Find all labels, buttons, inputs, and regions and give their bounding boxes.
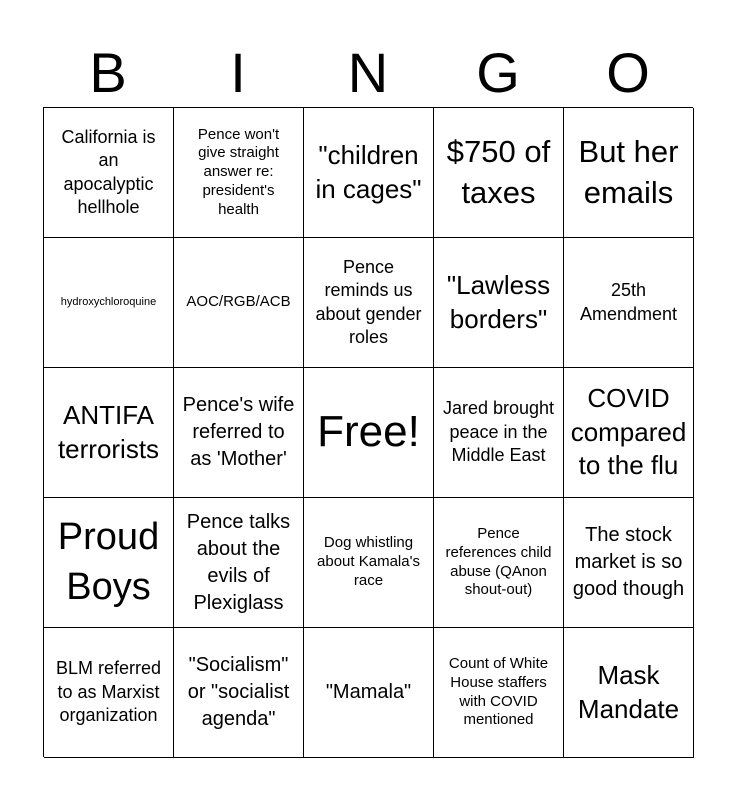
cell-text: "Mamala" bbox=[325, 681, 412, 703]
bingo-cell[interactable] bbox=[434, 498, 564, 628]
cell-text: Dog whistling about Kamala's race bbox=[317, 534, 420, 589]
cell-text: $750 of taxes bbox=[446, 134, 551, 210]
cell-text: Pence won't give straight answer re: president's health bbox=[197, 125, 280, 218]
bingo-cell[interactable] bbox=[304, 498, 434, 628]
bingo-cell[interactable] bbox=[174, 108, 304, 238]
cell-text: Pence's wife referred to as 'Mother' bbox=[182, 394, 295, 470]
bingo-cell[interactable] bbox=[434, 368, 564, 498]
bingo-cell[interactable] bbox=[564, 628, 694, 758]
cell-text: Pence reminds us about gender roles bbox=[315, 256, 422, 347]
bingo-card-grid bbox=[43, 107, 693, 757]
bingo-cell[interactable] bbox=[44, 628, 174, 758]
bingo-cell[interactable] bbox=[434, 238, 564, 368]
header-letter-g: G bbox=[476, 41, 520, 104]
cell-text: ANTIFA terrorists bbox=[57, 399, 160, 464]
cell-text: COVID compared to the flu bbox=[570, 382, 687, 481]
cell-text: hydroxychloroquine bbox=[60, 295, 157, 308]
bingo-cell[interactable] bbox=[174, 238, 304, 368]
cell-text: AOC/RGB/ACB bbox=[186, 293, 291, 311]
cell-text: Pence references child abuse (QAnon shout-out) bbox=[445, 525, 552, 599]
cell-text: 25th Amendment bbox=[579, 280, 678, 324]
bingo-cell[interactable] bbox=[174, 498, 304, 628]
free-space-text: Free! bbox=[317, 407, 420, 457]
cell-text: "children in cages" bbox=[315, 139, 422, 204]
cell-text: But her emails bbox=[578, 134, 679, 210]
cell-text: "Socialism" or "socialist agenda" bbox=[187, 654, 290, 730]
bingo-cell[interactable] bbox=[304, 108, 434, 238]
cell-text: "Lawless borders" bbox=[446, 269, 551, 334]
cell-text: Proud Boys bbox=[57, 516, 160, 608]
bingo-cell[interactable] bbox=[44, 108, 174, 238]
bingo-cell[interactable] bbox=[44, 498, 174, 628]
cell-text: Count of White House staffers with COVID mentioned bbox=[448, 655, 549, 729]
cell-text: Pence talks about the evils of Plexiglass bbox=[186, 510, 291, 614]
bingo-cell[interactable] bbox=[564, 108, 694, 238]
free-space[interactable] bbox=[304, 368, 434, 498]
bingo-cell[interactable] bbox=[434, 108, 564, 238]
header-letter-o: O bbox=[606, 41, 650, 104]
cell-text: Jared brought peace in the Middle East bbox=[442, 398, 555, 466]
bingo-cell[interactable] bbox=[44, 368, 174, 498]
bingo-cell[interactable] bbox=[304, 238, 434, 368]
header-letter-n: N bbox=[347, 41, 389, 104]
bingo-cell[interactable] bbox=[304, 628, 434, 758]
cell-text: California is an apocalyptic hellhole bbox=[61, 126, 156, 217]
bingo-cell[interactable] bbox=[174, 368, 304, 498]
bingo-cell[interactable] bbox=[174, 628, 304, 758]
cell-text: BLM referred to as Marxist organization bbox=[55, 658, 162, 726]
bingo-cell[interactable] bbox=[564, 498, 694, 628]
bingo-header bbox=[43, 40, 693, 106]
bingo-cell[interactable] bbox=[564, 238, 694, 368]
bingo-cell[interactable] bbox=[434, 628, 564, 758]
cell-text: Mask Mandate bbox=[577, 659, 680, 724]
bingo-cell[interactable] bbox=[564, 368, 694, 498]
header-letter-b: B bbox=[89, 41, 127, 104]
header-letter-i: I bbox=[230, 41, 246, 104]
cell-text: The stock market is so good though bbox=[572, 524, 685, 600]
bingo-cell[interactable] bbox=[44, 238, 174, 368]
